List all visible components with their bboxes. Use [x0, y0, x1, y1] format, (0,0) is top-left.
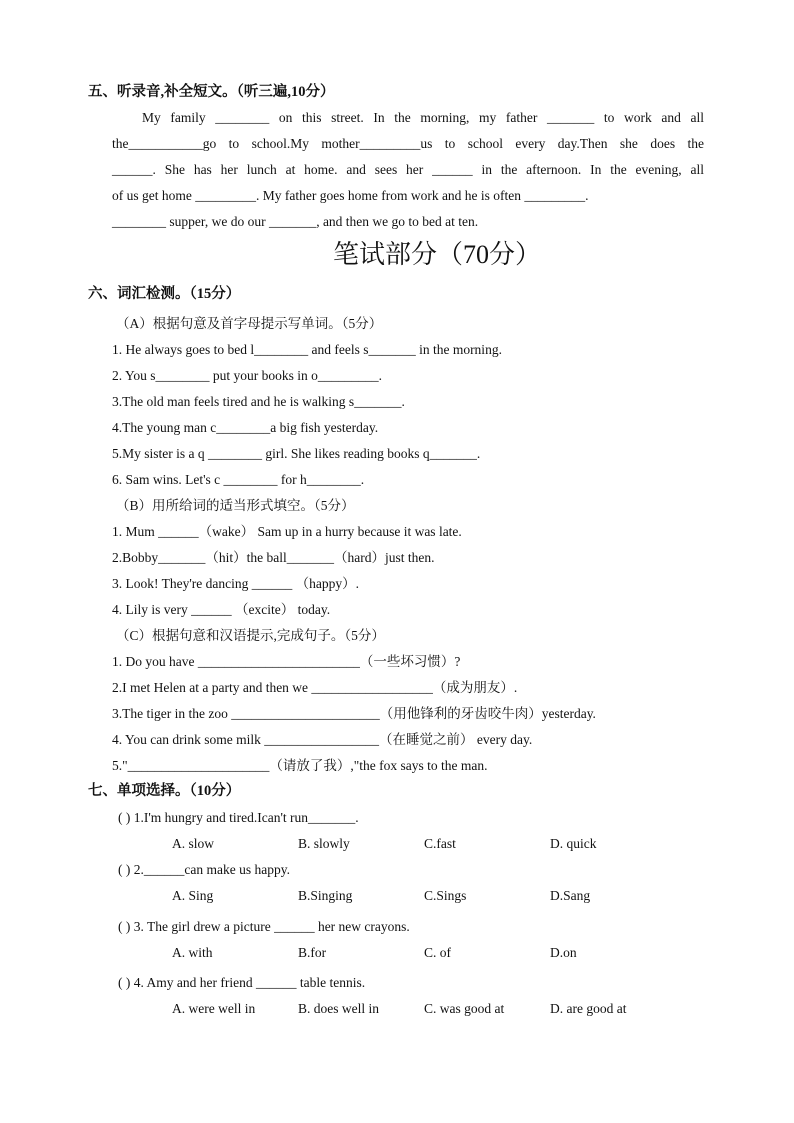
question-item: 5."_____________________（请放了我）,"the fox says to the man.	[112, 758, 488, 773]
mc-options	[172, 887, 676, 905]
option-c: C.fast	[424, 836, 456, 851]
section-6-heading: 六、词汇检测。（15分）	[88, 286, 241, 302]
option-c: C. was good at	[424, 1001, 505, 1016]
question-item: 6. Sam wins. Let's c ________ for h________.	[112, 472, 365, 487]
option-b: B.for	[298, 945, 327, 960]
question-item: 2.I met Helen at a party and then we __________________（成为朋友）.	[112, 680, 518, 695]
section-5-heading: 五、听录音,补全短文。（听三遍,10分）	[88, 84, 335, 100]
mc-options	[172, 835, 676, 853]
question-item: 1. Mum ______（wake） Sam up in a hurry because it was late.	[112, 524, 462, 539]
option-c: C.Sings	[424, 888, 467, 903]
question-item: 1. He always goes to bed l________ and feels s_______ in the morning.	[112, 342, 502, 357]
question-item: 3.The old man feels tired and he is walking s_______.	[112, 394, 405, 409]
option-d: D.on	[550, 945, 577, 960]
option-a: A. with	[172, 945, 213, 960]
question-item: 2.Bobby_______（hit）the ball_______（hard）just then.	[112, 550, 435, 565]
option-b: B.Singing	[298, 888, 353, 903]
question-item: 2. You s________ put your books in o_________.	[112, 368, 383, 383]
mc-options	[172, 944, 676, 962]
part-c-heading: （C）根据句意和汉语提示,完成句子。（5分）	[116, 628, 385, 643]
mc-options	[172, 1000, 676, 1018]
written-part-title: 笔试部分（70分）	[332, 240, 541, 269]
option-c: C. of	[424, 945, 451, 960]
question-item: 3. Look! They're dancing ______ （happy）.	[112, 576, 360, 591]
mc-question-stem: ( ) 2.______can make us happy.	[118, 862, 290, 877]
passage-line: My family ________ on this street. In the morning, my father _______ to work and all	[142, 110, 704, 125]
passage-line: ________ supper, we do our _______, and then we go to bed at ten.	[112, 214, 479, 229]
mc-question-stem: ( ) 1.I'm hungry and tired.Ican't run_______.	[118, 810, 359, 825]
passage-line: of us get home _________. My father goes home from work and he is often _________.	[112, 188, 589, 203]
question-item: 5.My sister is a q ________ girl. She likes reading books q_______.	[112, 446, 481, 461]
passage-line: ______. She has her lunch at home. and sees her ______ in the afternoon. In the evening, all	[112, 162, 704, 177]
question-item: 1. Do you have ________________________（一些坏习惯）?	[112, 654, 461, 669]
mc-question-stem: ( ) 3. The girl drew a picture ______ her new crayons.	[118, 919, 410, 934]
option-a: A. were well in	[172, 1001, 256, 1016]
section-7-heading: 七、单项选择。（10分）	[88, 783, 241, 799]
mc-question-stem: ( ) 4. Amy and her friend ______ table tennis.	[118, 975, 366, 990]
option-b: B. does well in	[298, 1001, 379, 1016]
part-a-heading: （A）根据句意及首字母提示写单词。（5分）	[116, 316, 383, 331]
option-a: A. slow	[172, 836, 215, 851]
option-d: D.Sang	[550, 888, 591, 903]
question-item: 3.The tiger in the zoo ______________________（用他锋利的牙齿咬牛肉）yesterday.	[112, 706, 596, 721]
part-b-heading: （B）用所给词的适当形式填空。（5分）	[116, 498, 355, 513]
question-item: 4. Lily is very ______ （excite） today.	[112, 602, 331, 617]
question-item: 4.The young man c________a big fish yesterday.	[112, 420, 379, 435]
question-item: 4. You can drink some milk _________________（在睡觉之前） every day.	[112, 732, 533, 747]
option-b: B. slowly	[298, 836, 350, 851]
option-d: D. quick	[550, 836, 597, 851]
passage-line: the___________go to school.My mother_________us to school every day.Then she does the	[112, 136, 704, 151]
option-d: D. are good at	[550, 1001, 627, 1016]
option-a: A. Sing	[172, 888, 214, 903]
